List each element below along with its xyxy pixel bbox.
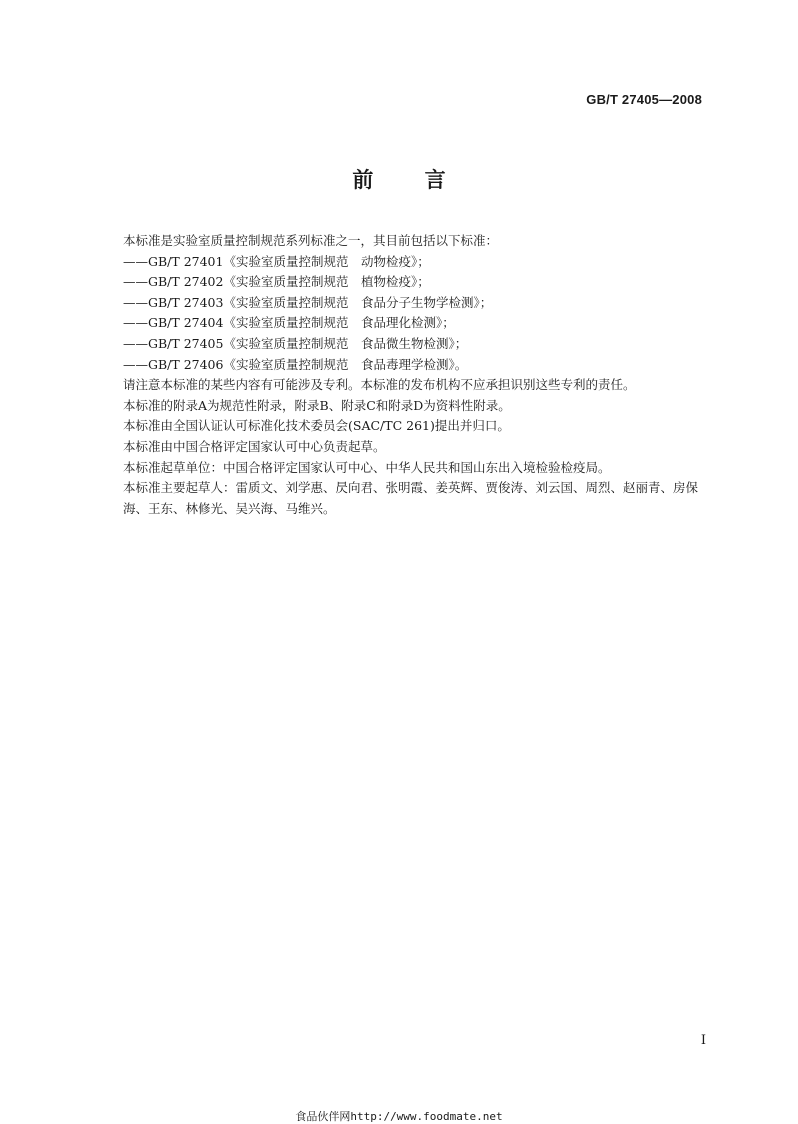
annex-notice: 本标准的附录A为规范性附录，附录B、附录C和附录D为资料性附录。	[123, 397, 511, 413]
standard-list-item: ——GB/T 27403《实验室质量控制规范 食品分子生物学检测》；	[123, 294, 493, 310]
page-title: 前 言	[352, 167, 468, 192]
committee-notice: 本标准由全国认证认可标准化技术委员会(SAC/TC 261)提出并归口。	[123, 418, 510, 434]
standard-list-item: ——GB/T 27401《实验室质量控制规范 动物检疫》；	[123, 253, 430, 269]
standard-list-item: ——GB/T 27404《实验室质量控制规范 食品理化检测》；	[123, 315, 455, 331]
standard-list-item: ——GB/T 27406《实验室质量控制规范 食品毒理学检测》。	[123, 356, 468, 372]
standard-list-item: ——GB/T 27405《实验室质量控制规范 食品微生物检测》；	[123, 335, 468, 351]
footer-watermark: 食品伙伴网http://www.foodmate.net	[295, 1110, 503, 1123]
drafting-body-notice: 本标准由中国合格评定国家认可中心负责起草。	[123, 438, 386, 454]
patent-notice: 请注意本标准的某些内容有可能涉及专利。本标准的发布机构不应承担识别这些专利的责任。	[123, 377, 636, 393]
standard-list-item: ——GB/T 27402《实验室质量控制规范 植物检疫》；	[123, 274, 430, 290]
drafting-units: 本标准起草单位：中国合格评定国家认可中心、中华人民共和国山东出入境检验检疫局。	[123, 459, 611, 475]
page-number: I	[700, 1033, 706, 1048]
drafters: 本标准主要起草人：雷质文、刘学惠、昃向君、张明霞、姜英辉、贾俊涛、刘云国、周烈、赵丽青、房保海、王东、林修光、吴兴海、马维兴。	[123, 480, 699, 516]
document-id: GB/T 27405—2008	[586, 92, 702, 107]
intro-paragraph: 本标准是实验室质量控制规范系列标准之一，其目前包括以下标准：	[123, 233, 499, 248]
foreword-body	[98, 231, 720, 519]
